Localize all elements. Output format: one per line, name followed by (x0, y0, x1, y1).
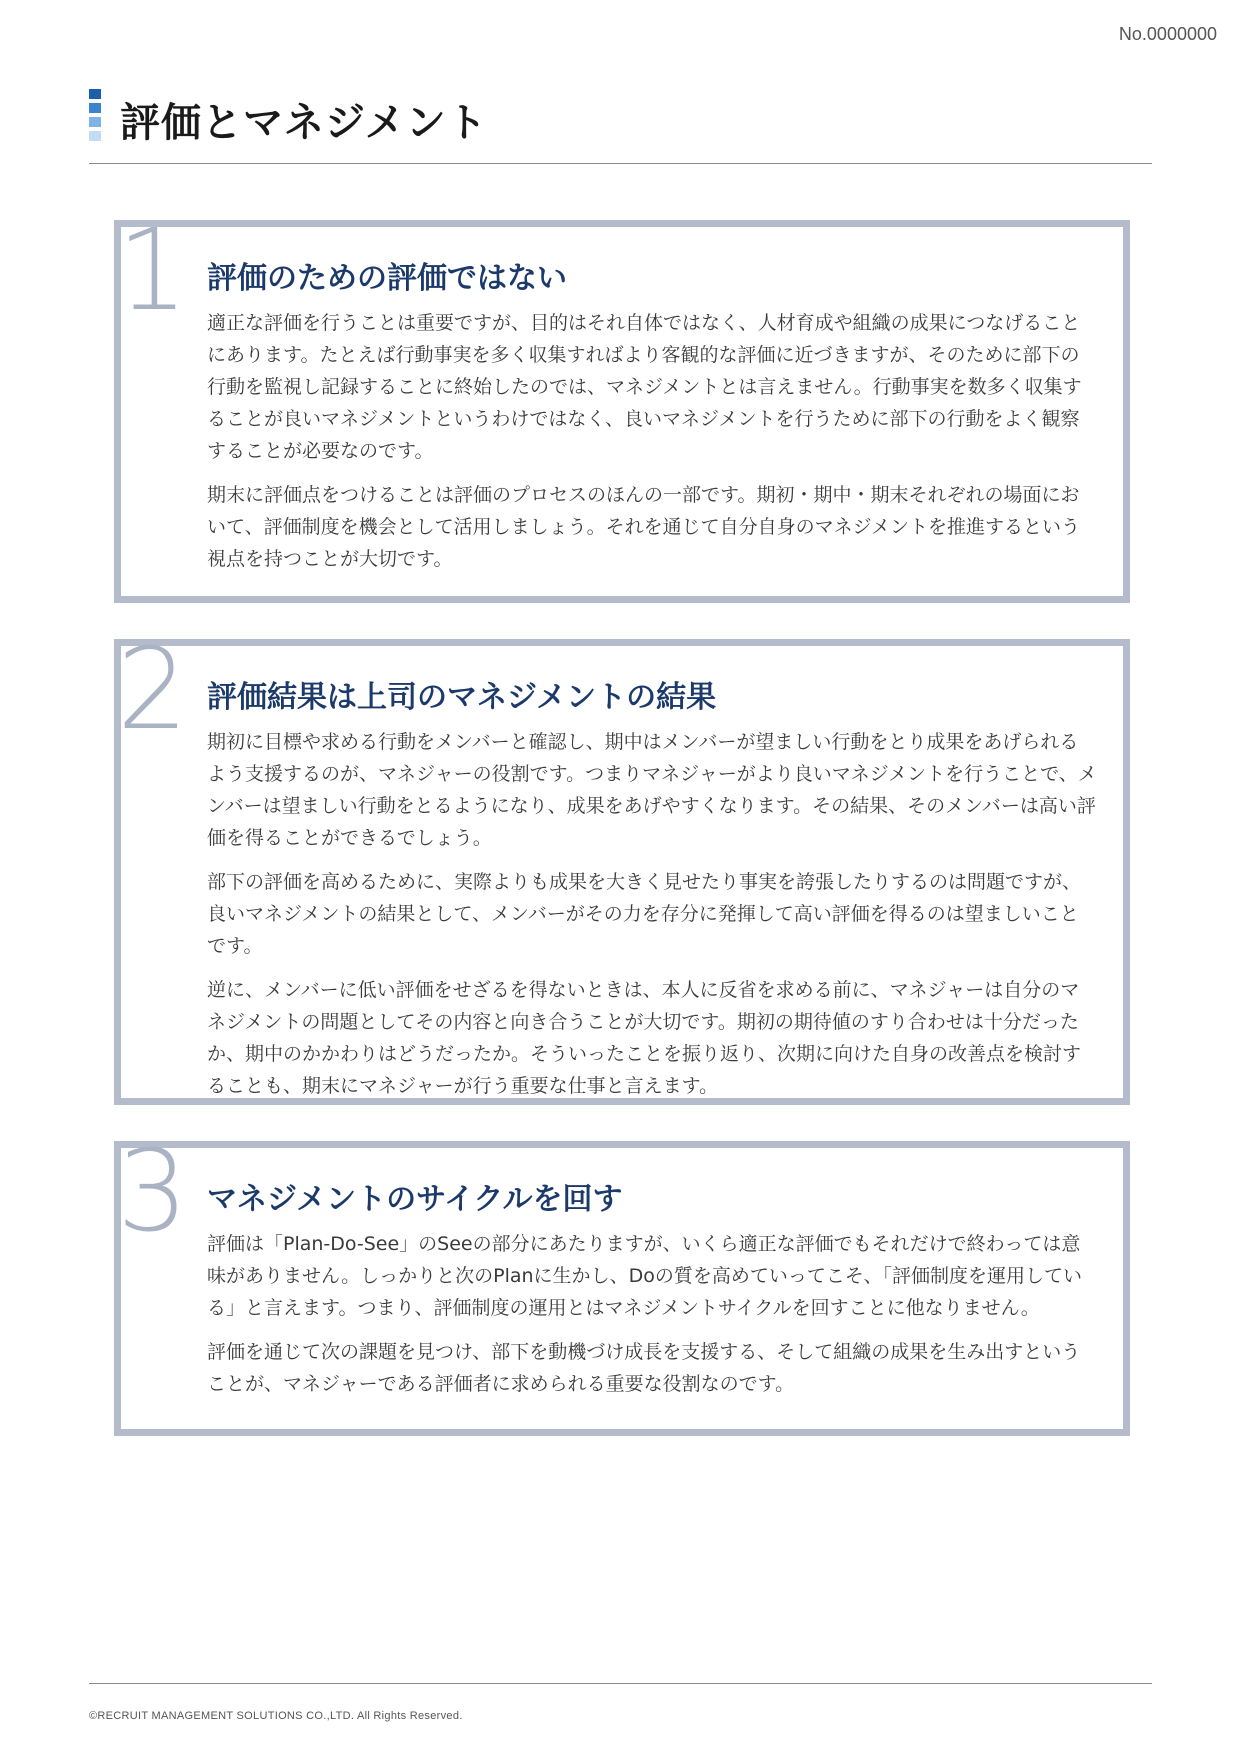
section-content (207, 672, 1097, 1114)
section-paragraph: 評価を通じて次の課題を見つけ、部下を動機づけ成長を支援する、そして組織の成果を生み出すということが、マネジャーである評価者に求められる重要な役割なのです。 (207, 1341, 1081, 1395)
page-title: 評価とマネジメント (120, 99, 488, 146)
section-title: マネジメントのサイクルを回す (207, 1182, 623, 1217)
section-1 (114, 206, 1130, 603)
section-paragraph: 評価は「Plan-Do-See」のSeeの部分にあたりますが、いくら適正な評価でもそれだけで終わっては意味がありません。しっかりと次のPlanに生かし、Doの質を高めていってこそ、「評価制度を運用している」と言えます。つまり、評価制度の運用とはマネジメントサイクルを回すことに他なりません。 (207, 1233, 1082, 1319)
section-2 (114, 625, 1130, 1105)
header-divider (89, 163, 1152, 164)
section-number: 2 (117, 625, 189, 755)
section-number: 3 (117, 1127, 189, 1257)
footer-divider (89, 1683, 1152, 1684)
section-3 (114, 1127, 1130, 1436)
section-title: 評価のための評価ではない (207, 261, 567, 296)
section-number: 1 (117, 206, 189, 336)
section-paragraph: 期初に目標や求める行動をメンバーと確認し、期中はメンバーが望ましい行動をとり成果をあげられるよう支援するのが、マネジャーの役割です。つまりマネジャーがより良いマネジメントを行うことで、メンバーは望ましい行動をとるようになり、成果をあげやすくなります。その結果、そのメンバーは高い評価を得ることができるでしょう。 (207, 731, 1097, 849)
copyright: ©RECRUIT MANAGEMENT SOLUTIONS CO.,LTD. All Rights Reserved. (89, 1710, 463, 1722)
section-content (207, 1174, 1097, 1412)
section-paragraph: 部下の評価を高めるために、実際よりも成果を大きく見せたり事実を誇張したりするのは問題ですが、良いマネジメントの結果として、メンバーがその力を存分に発揮して高い評価を得るのは望ましいことです。 (207, 871, 1082, 957)
title-bar-icon (89, 89, 101, 145)
section-paragraph: 逆に、メンバーに低い評価をせざるを得ないときは、本人に反省を求める前に、マネジャーは自分のマネジメントの問題としてその内容と向き合うことが大切です。期初の期待値のすり合わせは十分だったか、期中のかかわりはどうだったか。そういったことを振り返り、次期に向けた自身の改善点を検討することも、期末にマネジャーが行う重要な仕事と言えます。 (207, 979, 1082, 1097)
section-paragraph: 適正な評価を行うことは重要ですが、目的はそれ自体ではなく、人材育成や組織の成果につなげることにあります。たとえば行動事実を多く収集すればより客観的な評価に近づきますが、そのために部下の行動を監視し記録することに終始したのでは、マネジメントとは言えません。行動事実を数多く収集することが良いマネジメントというわけではなく、良いマネジメントを行うために部下の行動をよく観察することが必要なのです。 (207, 312, 1082, 462)
section-title: 評価結果は上司のマネジメントの結果 (207, 680, 717, 715)
page-header (89, 89, 488, 149)
document-number: No.0000000 (1118, 24, 1217, 44)
section-content (207, 253, 1097, 587)
section-paragraph: 期末に評価点をつけることは評価のプロセスのほんの一部です。期初・期中・期末それぞれの場面において、評価制度を機会として活用しましょう。それを通じて自分自身のマネジメントを推進するという視点を持つことが大切です。 (207, 484, 1081, 570)
